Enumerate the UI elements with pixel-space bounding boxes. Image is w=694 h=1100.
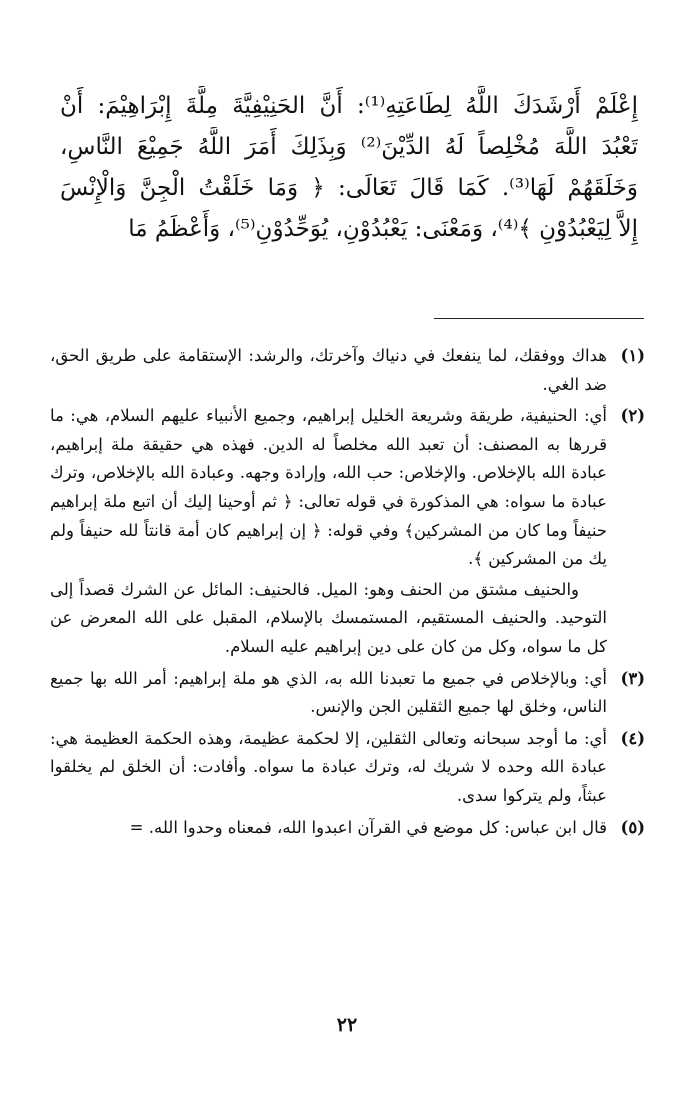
footnote-number: (٤) xyxy=(620,728,645,748)
footnote-number: (١) xyxy=(620,346,645,365)
footnote-separator xyxy=(434,318,644,319)
footnotes xyxy=(50,342,645,845)
footnote-number: (٣) xyxy=(620,668,645,688)
footnote xyxy=(50,814,645,843)
page-number: ٢٢ xyxy=(336,1014,358,1036)
footnote-text: أي: ما أوجد سبحانه وتعالى الثقلين، إلا لحكمة عظيمة، وهذه الحكمة العظيمة هي: عبادة الله وحده لا شريك له، وترك عبادة ما سواه. وأفادت: أن الخلق لم يخلقوا عبثاً، ولم يتركوا سدى. xyxy=(50,728,607,805)
main-text-line: إِعْلَمْ أَرْشَدَكَ اللَّهُ لِطَاعَتِهِ⁽¹⁾: أَنَّ الحَنِيْفِيَّةَ مِلَّةَ إِبْرَاهِيْمَ: أَنْ xyxy=(60,93,638,119)
footnote xyxy=(50,342,645,399)
footnote-number: (٢) xyxy=(620,406,645,426)
footnote-text: أي: الحنيفية، طريقة وشريعة الخليل إبراهيم، وجميع الأنبياء عليهم السلام، هي: ما قررها به المصنف: أن تعبد الله مخلصاً له الدين. فهذه هي حقيقة ملة إبراهيم، عبادة الله بالإخلاص. والإخلاص: حب الله، وإرادة وجهه. وعبادة الله بالإخلاص، وترك عبادة ما سواه: هي المذكورة في قوله تعالى: ﴿ ثم أوحينا إليك أن اتبع ملة إبراهيم حنيفاً وما كان من المشركين﴾ وفي قوله: ﴿ إن إبراهيم كان أمة قانتاً لله حنيفاً ولم يك من المشركين ﴾. xyxy=(50,406,607,569)
main-text-line: تَعْبُدَ اللَّهَ مُخْلِصاً لَهُ الدِّيْنَ⁽²⁾ وَبِذَلِكَ أَمَرَ اللَّهُ جَمِيْعَ النَّاسِ، xyxy=(60,134,638,160)
footnote-text: قال ابن عباس: كل موضع في القرآن اعبدوا الله، فمعناه وحدوا الله. = xyxy=(129,817,607,837)
main-text-line: إِلاَّ لِيَعْبُدُوْنِ ﴾⁽⁴⁾، وَمَعْنَى: يَعْبُدُوْنِ، يُوَحِّدُوْنِ⁽⁵⁾، وَأَعْظَمُ مَا xyxy=(128,216,638,242)
footnote xyxy=(50,402,645,661)
footnote-text: هداك ووفقك، لما ينفعك في دنياك وآخرتك، والرشد: الإستقامة على طريق الحق، ضد الغي. xyxy=(50,346,607,394)
footnote-text: والحنيف مشتق من الحنف وهو: الميل. فالحنيف: المائل عن الشرك قصداً إلى التوحيد. والحنيف المستقيم، المستمسك بالإسلام، المقبل على الله المعرض عن كل ما سواه، وكل من كان على دين إبراهيم عليه السلام. xyxy=(50,579,607,656)
main-text-line: وَخَلَقَهُمْ لَهَا⁽³⁾. كَمَا قَالَ تَعَالَى: ﴿ وَمَا خَلَقْتُ الْجِنَّ وَالْإِنْسَ xyxy=(60,175,638,201)
footnote-text: أي: وبالإخلاص في جميع ما تعبدنا الله به، الذي هو ملة إبراهيم: أمر الله بها جميع الناس، وخلق لها جميع الثقلين الجن والإنس. xyxy=(50,668,607,717)
footnote xyxy=(50,665,645,722)
main-text xyxy=(60,86,638,250)
footnote xyxy=(50,725,645,811)
footnote-number: (٥) xyxy=(620,817,645,837)
